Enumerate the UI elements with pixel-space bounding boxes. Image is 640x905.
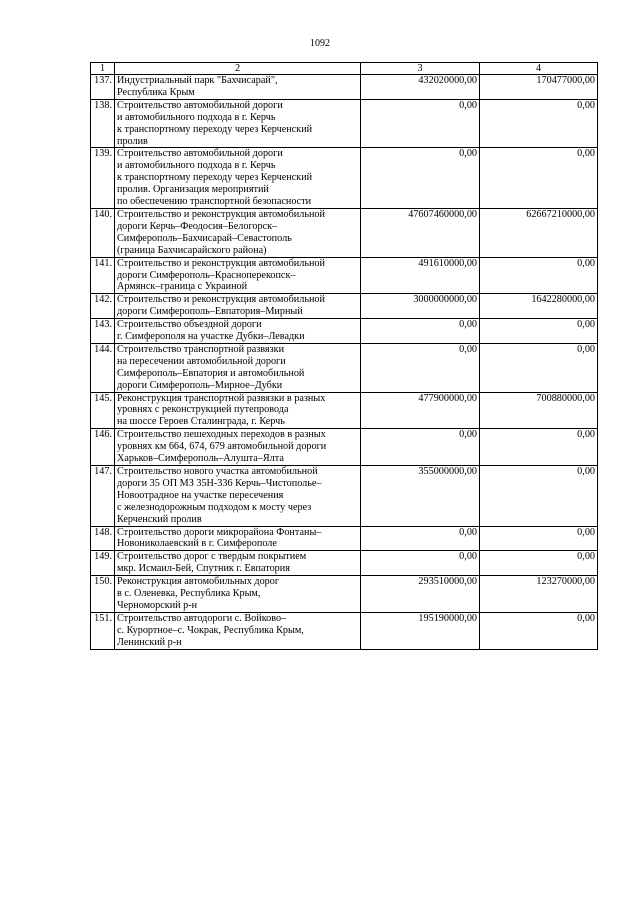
row-amount-col3: 477900000,00	[361, 392, 480, 429]
row-description: Реконструкция автомобильных дорог в с. Оленевка, Республика Крым, Черноморский р-н	[115, 576, 361, 613]
row-amount-col3: 3000000000,00	[361, 294, 480, 319]
row-amount-col3: 0,00	[361, 319, 480, 344]
row-number: 144.	[91, 343, 115, 392]
row-amount-col4: 0,00	[480, 319, 598, 344]
table-header-row	[91, 63, 598, 75]
row-number: 150.	[91, 576, 115, 613]
row-number: 149.	[91, 551, 115, 576]
row-amount-col4: 170477000,00	[480, 75, 598, 100]
row-number: 137.	[91, 75, 115, 100]
row-amount-col3: 0,00	[361, 99, 480, 148]
row-description: Строительство автомобильной дороги и автомобильного подхода в г. Керчь к транспортному переходу через Керченский пролив	[115, 99, 361, 148]
row-number: 146.	[91, 429, 115, 466]
row-description: Строительство пешеходных переходов в разных уровнях км 664, 674, 679 автомобильной дороги Харьков–Симферополь–Алушта–Ялта	[115, 429, 361, 466]
row-amount-col4: 0,00	[480, 148, 598, 209]
table-row	[91, 551, 598, 576]
row-description: Строительство дорог с твердым покрытием мкр. Исмаил-Бей, Спутник г. Евпатория	[115, 551, 361, 576]
table-row	[91, 257, 598, 294]
table-row	[91, 392, 598, 429]
table-row	[91, 148, 598, 209]
row-amount-col4: 0,00	[480, 99, 598, 148]
row-amount-col3: 47607460000,00	[361, 208, 480, 257]
row-description: Строительство и реконструкция автомобильной дороги Симферополь–Красноперекопск– Армянск–граница с Украиной	[115, 257, 361, 294]
row-amount-col3: 0,00	[361, 343, 480, 392]
row-amount-col4: 700880000,00	[480, 392, 598, 429]
page-number: 1092	[310, 38, 330, 49]
row-description: Строительство и реконструкция автомобильной дороги Керчь–Феодосия–Белогорск– Симферополь–Бахчисарай–Севастополь (граница Бахчисарайского района)	[115, 208, 361, 257]
row-number: 143.	[91, 319, 115, 344]
row-amount-col3: 0,00	[361, 148, 480, 209]
row-amount-col4: 0,00	[480, 466, 598, 527]
row-number: 139.	[91, 148, 115, 209]
table-row	[91, 319, 598, 344]
row-number: 140.	[91, 208, 115, 257]
row-number: 145.	[91, 392, 115, 429]
row-amount-col4: 123270000,00	[480, 576, 598, 613]
row-number: 151.	[91, 612, 115, 649]
table-row	[91, 208, 598, 257]
row-number: 147.	[91, 466, 115, 527]
row-amount-col4: 0,00	[480, 612, 598, 649]
row-amount-col4: 0,00	[480, 526, 598, 551]
row-number: 138.	[91, 99, 115, 148]
row-description: Реконструкция транспортной развязки в разных уровнях с реконструкцией путепровода на шоссе Героев Сталинграда, г. Керчь	[115, 392, 361, 429]
row-amount-col4: 0,00	[480, 343, 598, 392]
table-row	[91, 526, 598, 551]
row-amount-col3: 432020000,00	[361, 75, 480, 100]
column-header-3: 3	[361, 63, 480, 75]
table-row	[91, 294, 598, 319]
row-amount-col3: 491610000,00	[361, 257, 480, 294]
row-amount-col4: 0,00	[480, 429, 598, 466]
table-row	[91, 612, 598, 649]
row-description: Строительство и реконструкция автомобильной дороги Симферополь–Евпатория–Мирный	[115, 294, 361, 319]
row-amount-col3: 0,00	[361, 526, 480, 551]
table-row	[91, 429, 598, 466]
row-amount-col3: 355000000,00	[361, 466, 480, 527]
row-amount-col3: 0,00	[361, 429, 480, 466]
row-amount-col4: 1642280000,00	[480, 294, 598, 319]
row-description: Индустриальный парк "Бахчисарай", Республика Крым	[115, 75, 361, 100]
row-number: 142.	[91, 294, 115, 319]
row-number: 141.	[91, 257, 115, 294]
row-description: Строительство объездной дороги г. Симферополя на участке Дубки–Левадки	[115, 319, 361, 344]
row-description: Строительство автомобильной дороги и автомобильного подхода в г. Керчь к транспортному переходу через Керченский пролив. Организация мероприятий по обеспечению транспортной безопасности	[115, 148, 361, 209]
column-header-2: 2	[115, 63, 361, 75]
row-amount-col3: 195190000,00	[361, 612, 480, 649]
table-row	[91, 75, 598, 100]
row-description: Строительство нового участка автомобильной дороги 35 ОП МЗ 35Н-336 Керчь–Чистополье– Новоотрадное на участке пересечения с железнодорожным подходом к мосту через Керченский пролив	[115, 466, 361, 527]
budget-table	[90, 62, 598, 650]
column-header-1: 1	[91, 63, 115, 75]
row-amount-col4: 0,00	[480, 257, 598, 294]
row-amount-col3: 293510000,00	[361, 576, 480, 613]
table-row	[91, 466, 598, 527]
row-description: Строительство дороги микрорайона Фонтаны– Новониколаевский в г. Симферополе	[115, 526, 361, 551]
table-row	[91, 343, 598, 392]
row-description: Строительство автодороги с. Войково– с. Курортное–с. Чокрак, Республика Крым, Ленинский р-н	[115, 612, 361, 649]
row-amount-col4: 0,00	[480, 551, 598, 576]
column-header-4: 4	[480, 63, 598, 75]
row-amount-col3: 0,00	[361, 551, 480, 576]
row-amount-col4: 62667210000,00	[480, 208, 598, 257]
row-number: 148.	[91, 526, 115, 551]
row-description: Строительство транспортной развязки на пересечении автомобильной дороги Симферополь–Евпатория и автомобильной дороги Симферополь–Мирное–Дубки	[115, 343, 361, 392]
table-row	[91, 576, 598, 613]
table-row	[91, 99, 598, 148]
